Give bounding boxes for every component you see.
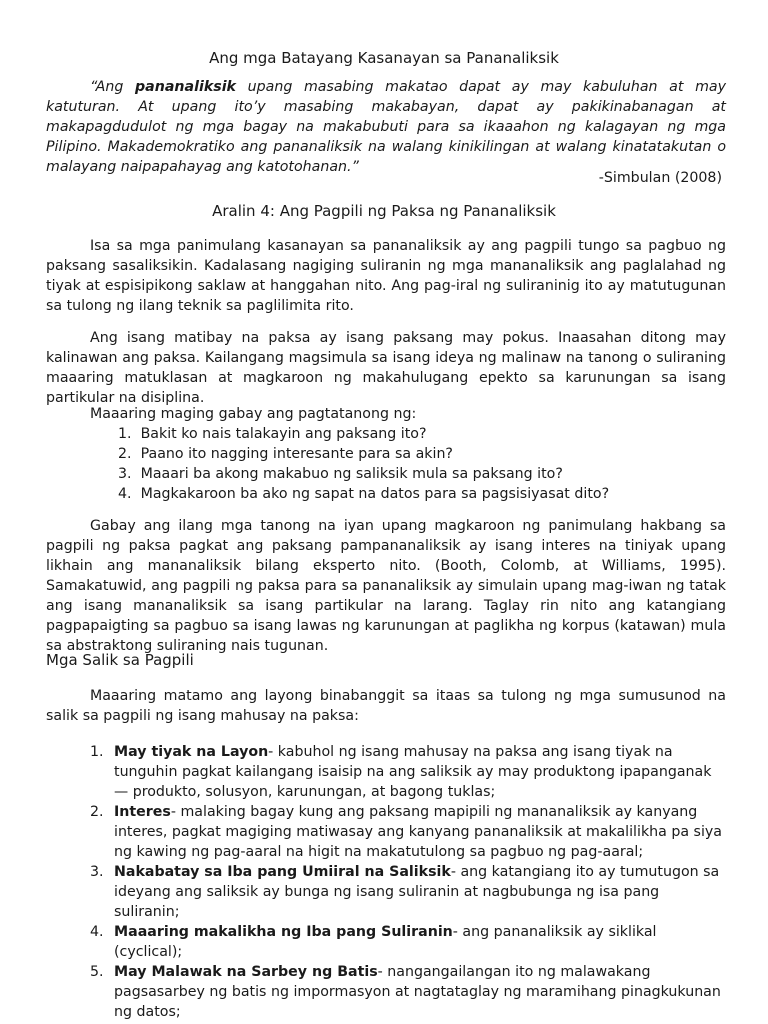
paragraph-topic-choice: Gabay ang ilang mga tanong na iyan upang magkaroon ng panimulang hakbang sa pagpili ng paksa pagkat ang paksang pampananaliksik ay isang interes na tiniyak upang likhain ang mananaliksik bilang eksperto nito. (Booth, Colomb, at Williams, 1995). Samakatuwid, ang pagpili ng paksa para sa pananaliksik ay simulain upang mag-iwan ng tatak ang isang mananaliksik sa isang partikular na larang. Taglay rin nito ang katangiang pagpapaigting sa pagbuo sa isang lawas ng karunungan at paglikha ng korpus (katawan) mula sa abstraktong suliraning nais tugunan. [46, 518, 726, 654]
paragraph-focus: Ang isang matibay na paksa ay isang paksang may pokus. Inaasahan ditong may kalinawan ang paksa. Kailangang magsimula sa isang ideya ng malinaw na tanong o suliraning maaaring matuklasan at magkaroon ng makahulugang epekto sa karunungan sa isang partikular na disiplina. [46, 330, 726, 406]
list-item [118, 464, 609, 484]
paragraph-section-intro: Maaaring matamo ang layong binabanggit sa itaas sa tulong ng mga sumusunod na salik sa pagpili ng isang mahusay na paksa: [46, 688, 726, 724]
factor-number: 1. [90, 744, 104, 760]
factor-number: 2. [90, 804, 104, 820]
list-item [118, 424, 609, 444]
factor-text: - kabuhol ng isang mahusay na paksa ang isang tiyak na tunguhin pagkat kailangang isaisip na ang saliksik ay may produktong ipapanganak— produkto, solusyon, karunungan, at bagong tuklas; [114, 744, 712, 800]
factor-term: Maaaring makalikha ng Iba pang Suliranin [114, 924, 453, 940]
quote-term: pananaliksik [135, 79, 236, 95]
factor-term: May tiyak na Layon [114, 744, 269, 760]
lesson-title: Aralin 4: Ang Pagpili ng Paksa ng Pananaliksik [212, 202, 556, 220]
question-text: Magkakaroon ba ako ng sapat na datos para sa pagsisiyasat dito? [140, 486, 610, 502]
list-item [118, 484, 609, 504]
paragraph-guide: Maaaring maging gabay ang pagtatanong ng: [90, 406, 417, 422]
question-number: 2. [118, 446, 132, 462]
question-text: Maaari ba akong makabuo ng saliksik mula sa paksang ito? [140, 466, 563, 482]
list-item [90, 922, 722, 962]
list-item [90, 802, 722, 862]
question-text: Bakit ko nais talakayin ang paksang ito? [140, 426, 427, 442]
opening-quote [46, 77, 726, 177]
list-item [90, 862, 722, 922]
quote-rest: upang masabing makatao dapat ay may kabuluhan at may katuturan. At upang ito’y masabing makabayan, dapat ay pakikinabanagan at makapagdudulot ng mga bagay na makabubuti para sa ikaaahon ng kalagayan ng mga Pilipino. Makademokratiko ang pananaliksik na walang kinikilingan at walang kinatatakutan o malayang naipapahayag ang katotohanan.” [46, 79, 726, 175]
factor-term: Interes [114, 804, 171, 820]
section-title: Mga Salik sa Pagpili [46, 651, 194, 669]
document-title: Ang mga Batayang Kasanayan sa Pananaliksik [209, 49, 559, 67]
factor-term: May Malawak na Sarbey ng Batis [114, 964, 378, 980]
factor-number: 3. [90, 864, 104, 880]
list-item [90, 962, 722, 1022]
list-item [118, 444, 609, 464]
factors-list [90, 742, 722, 1022]
factor-text: - malaking bagay kung ang paksang mapipili ng mananaliksik ay kanyang interes, pagkat magiging matiwasay ang kanyang pananaliksik at makalilikha pa siya ng kawing ng pag-aaral na higit na makatutulong sa pagbuo ng pag-aaral; [114, 804, 722, 860]
quote-attribution: -Simbulan (2008) [598, 170, 722, 186]
question-text: Paano ito nagging interesante para sa akin? [140, 446, 453, 462]
factor-number: 5. [90, 964, 104, 980]
list-item [90, 742, 722, 802]
guide-questions-list [118, 424, 609, 504]
factor-text: - ang katangiang ito ay tumutugon sa ideyang ang saliksik ay bunga ng isang suliranin at nagbubunga ng isa pang suliranin; [114, 864, 720, 920]
question-number: 4. [118, 486, 132, 502]
quote-text [46, 77, 726, 177]
question-number: 3. [118, 466, 132, 482]
paragraph-intro: Isa sa mga panimulang kasanayan sa pananaliksik ay ang pagpili tungo sa pagbuo ng paksang sasaliksikin. Kadalasang nagiging suliranin ng mga mananaliksik ang paglalahad ng tiyak at espisipikong saklaw at hanggahan nito. Ang pag-iral ng suliraninig ito ay matutugunan sa tulong ng ilang teknik sa paglilimita rito. [46, 238, 726, 314]
factor-text: - ang pananaliksik ay siklikal (cyclical); [114, 924, 657, 960]
factor-term: Nakabatay sa Iba pang Umiiral na Saliksik [114, 864, 451, 880]
quote-open: “Ang [90, 79, 136, 95]
factor-number: 4. [90, 924, 104, 940]
factor-text: - nangangailangan ito ng malawakang pagsasarbey ng batis ng impormasyon at nagtataglay ng maramihang pinagkukunan ng datos; [114, 964, 721, 1020]
question-number: 1. [118, 426, 132, 442]
